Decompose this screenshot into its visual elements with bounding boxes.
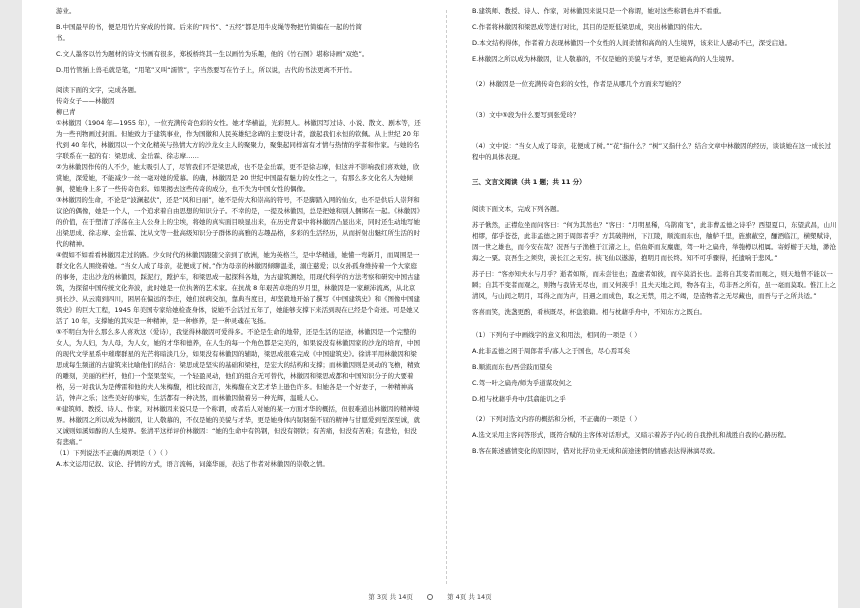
paragraph-4: ④假如不如看看林徽因走过的路。少女时代的林徽因跟随父亲到了欧洲，她为英格兰，是中华精通，她懂一弯新月，而周围是一群文化名人围绕着她。“当女人成了母亲，花便成了树。”作为母亲的林徽因倾聊温柔，溺庄慈爱；以女孙孤身维持着一个大家庭的事务，走出沙龙的林徽因，踩泥行，蹚护车，和梁思成一起探科各地，为古建筑测绘，用现代科学的方法考察和研究中国古建筑，为探留中国传统文化奔波，此时她是一位执著的艺术家。在抗战 8 年艰苦卓绝的岁月里，林徽因是一家颠沛流离，从北京到长沙、从云南到四川，困居在偏远的李庄，她们贫病交加，靠典当度日，却坚毅地开始了撰写《中国建筑史》和《图像中国建筑史》的巨大工程，1945 年美国专家给她检查身体，说她不会活过五年了，她能够支撑下来活到现在已经是个奇迹。可是她又活了 10 年，支撑她的其实是一种精神，是一种修养，是一种灵魂在飞扬。 bbox=[56, 251, 420, 325]
option-line: 游业。 bbox=[56, 7, 76, 15]
page-number-right: 第 4页 共 14页 bbox=[447, 593, 492, 601]
option-e: E.林徽因之所以成为林徽因，让人敬慕的，不仅是她的美貌与才华，更是她高尚的人生境界。 bbox=[472, 55, 739, 63]
paragraph-1: ①林徽因（1904 年—1955 年），一位充满传奇色彩的女性。她才华横溢，光彩照人。林徽因写过诗、小说、散文、剧本等，还为一些刊物画过封面。但她致力于建筑事业，作为国徽和人民英雄纪念碑的主要设计者，激起我们永恒的钦佩。从上世纪 20 年代到 40 年代，林徽因以一个文化精英与热情大方的沙龙女主人的聚聚力，聚集起同样富有才情与热情的学者和作家。与她的名字联系在一起的有：梁思成、金岳霖、徐志摩…… bbox=[56, 119, 421, 160]
paragraph-5: ⑤不明白为什么那么多人喜欢这（爱诗），我觉得林徽因可爱得多。不论是生命的地带，还是生活的足迹，林徽因是一个完整的女人，为人妇，为人母，为人女，她的才华和德养，在人生的每一个角色都是完美的，如果说没有林徽因家的沙龙的培育，中国的现代文学星系中璀璨群星的光芒将暗淡几分，如果没有林徽因的辅助，梁思成很难完成《中国建筑史》。徐讲平用林徽因和梁思成每生频道的古建筑来比喻他们的结合：梁思成是坚实的基础和梁柱，是宏大的结构和支撑；而林徽因则是灵动的飞檐，精致的雕刻，美丽的栏杆，他们一个坚果坚实，一个轻盈灵动，他们的组合无可替代，林徽因和梁思成都和中国知识分子的大要着格，另一对我认为是傅雷和他的夫人朱梅馥，相比较而言，朱梅馥在文艺才华上逊色许多。但她各是一个好妻子，一种精神高洁，钟声之乐；这些美好的事实，生活都有一种决然，而林徽因做着另一种光辉，温暖人心。 bbox=[56, 328, 420, 402]
q1-option-a: A.此非孟德之困于周郎者乎/寡人之于国也，尽心焉耳矣 bbox=[472, 347, 631, 355]
exam-sheet bbox=[22, 0, 838, 608]
paragraph-2: ②为林徽因作传的人不少，她太吸引人了，尽管我们不是梁思成，也不是金岳霖，更不是徐志摩，但这并不影响我们喜欢她，欣赏她，深爱她，不能减少一丝一毫对她的爱慕。的确，林徽因是 20 世纪中国最有魅力的女性之一，有那么多文化名人为她倾倒，使她身上多了一些传奇色彩。如果揭去这些传奇的成分，也不失为中国女性的偶像。 bbox=[56, 163, 420, 193]
q1-option-d: D.相与枕藉乎舟中/其翕能讥之乎 bbox=[472, 395, 566, 403]
option-d: D.用竹管插上兽毛就是笔，“用笔”又叫“濡管”，字当然要写在竹子上，所以说，古代的书法更离不开竹。 bbox=[56, 66, 357, 74]
reading-prompt: 阅读下面的文字，完成各题。 bbox=[56, 86, 141, 94]
option-b: B.中国最早的书，便是用竹片穿成的竹简。后来的“四书”、“五经”都是用牛皮绳等物把竹简编在一起的竹简 bbox=[56, 23, 362, 31]
reading-prompt: 阅读下面文本，完成下列各题。 bbox=[472, 205, 563, 213]
q2-option-a: A.选文采用主客问答形式，既符合赋的主客体对话形式，又暗示着苏子内心的自我挣扎和战胜自我的心路历程。 bbox=[472, 431, 791, 439]
page-footer bbox=[22, 592, 838, 601]
classical-question-1: （1）下列句子中画线字的意义和用法，相同的一项是（ ） bbox=[472, 331, 641, 339]
binding-hole-icon bbox=[427, 594, 433, 600]
q1-option-c: C.驾一叶之扁舟/师为乎道谋攻何之 bbox=[472, 379, 572, 387]
article-author: 柳已青 bbox=[56, 108, 76, 116]
question-3: （3）文中⑤段为什么要写到张爱玲？ bbox=[472, 111, 580, 119]
option-b: B.建筑师、教授、诗人、作家，对林徽因来说只是一个称谓，她对这些称谓也并不看重。 bbox=[472, 7, 726, 15]
classical-paragraph-1: 苏子愀然，正襟危坐而问客曰：“何为其然也？”客曰：“月明星稀，乌鹊南飞”，此非曹孟德之诗乎？西望夏口，东望武昌，山川相缪，郁乎苍苍，此非孟德之困于周郎者乎？方其破荆州，下江陵，顺流而东也，舳舻千里，旌旗蔽空，酾酒临江，横槊赋诗，固一世之雄也，而今安在哉？况吾与子渔樵于江渚之上，侣鱼虾而友麋鹿，驾一叶之扁舟，举匏樽以相属。寄蜉蝣于天地，渺沧海之一粟。哀吾生之须臾，羡长江之无穷。挟飞仙以遨游，抱明月而长终。知不可乎骤得，托遗响于悲风。” bbox=[472, 221, 837, 262]
column-divider bbox=[446, 10, 447, 584]
question-4: （4）文中说：“当女人成了母亲，花便成了树。”“花”指什么？“树”又指什么？结合文章中林徽因的经历，谈谈她在这一成长过程中的具体表现。 bbox=[472, 142, 832, 161]
option-d: D.本文结构得体，作者着力表现林徽因一个女性的人间柔情和高尚的人生境界，该来让人感动不已，深受启迪。 bbox=[472, 39, 792, 47]
option-b-cont: 书。 bbox=[56, 34, 69, 42]
right-column bbox=[472, 0, 837, 457]
paragraph-6: ⑥建筑师、教授、诗人、作家，对林徽因来说只是一个称谓，或者后人对她的某一方面才华的概括，但很难道出林徽因的精神境界。林徽因之所以成为林徽因，让人敬慕的，不仅是她的美貌与才华，更是她身体内韧韧强不屈的精神与甘愿爱到至深至诚，就又诚则如溪如醇的人生境界。张清平这样评价林徽因：“她的生命中有钨钢，但没有钢铁；有苦痛，但没有苦难；有悲怆，但没有悲痛。” bbox=[56, 405, 420, 446]
classical-paragraph-2: 苏子曰：“客亦知夫水与月乎？逝者如斯，而未尝往也；盈虚者如彼，而卒莫消长也。盖将自其变者而观之，则天地曾不能以一瞬；自其不变者而观之，则物与我皆无尽也，而又何羡乎！且夫天地之间，物各有主，苟非吾之所有，虽一毫而莫取。惟江上之清风，与山间之明月，耳得之而为声，目遇之而成色，取之无禁，用之不竭，是造物者之无尽藏也，而吾与子之所共适。” bbox=[472, 270, 836, 300]
option-c: C.作者将林徽因和梁思成等进行对比，其目的是贬低梁思成，突出林徽因的伟大。 bbox=[472, 23, 707, 31]
q2-option-b: B.客在陈述感情变化的原因时，借对比抒功业无成和前途迷惘的情感表达得淋漓尽致。 bbox=[472, 447, 720, 455]
question-1-option-a: A.本文运用记叙、议论、抒情的方式，语言流畅，词藻华丽，表达了作者对林徽因的崇敬之情。 bbox=[56, 460, 329, 468]
page-number-left: 第 3页 共 14页 bbox=[368, 593, 413, 601]
section-heading: 三、文言文阅读（共 1 题；共 11 分） bbox=[472, 178, 586, 186]
left-column bbox=[56, 0, 421, 470]
option-c: C.文人墨客以竹为题材的诗文书画有很多，郑板桥终其一生以画竹为乐趣，他的《竹石图》堪称诗画“双绝”。 bbox=[56, 50, 369, 58]
paragraph-3: ③林徽因的生命，不论是“波澜起伏”，还是“风和日丽”，她不是传大和崇高的符号，不是脚踏入网的仙女，也不是供后人崇拜和议论的偶像，她是一个人，一个追求着自由思想的知识分子。不幸的是，一提及林徽因，总是把她和别人捆绑在一起。《林徽因》的价值，在于塑清了浮荡在主人公身上的尘埃，将她的真实面目映显出来，在历史背景中将林徽因凸显出来，同时还生动地写她出梁思成、徐志摩、金岳霖、沈从文等一批高级知识分子群体的高雅的志趣品格，多彩的生活经历，从而折射出魅红所生活的时代的精神。 bbox=[56, 196, 420, 248]
question-1: （1）下列说法不正确的两项是（ ）（ ） bbox=[56, 449, 172, 457]
q1-option-b: B.顺流而东也/吾尝跂而望矣 bbox=[472, 363, 553, 371]
classical-question-2: （2）下列对选文内容的概括和分析，不正确的一项是（ ） bbox=[472, 415, 641, 423]
article-title: 传奇女子——林徽因 bbox=[56, 97, 115, 105]
classical-paragraph-3: 客喜而笑，洗盏更酌，肴核既尽，杯盘狼籍。相与枕藉乎舟中，不知东方之既白。 bbox=[472, 308, 706, 316]
question-2: （2）林徽因是一位充满传奇色彩的女性，作者是从哪几个方面来写她的？ bbox=[472, 80, 685, 88]
